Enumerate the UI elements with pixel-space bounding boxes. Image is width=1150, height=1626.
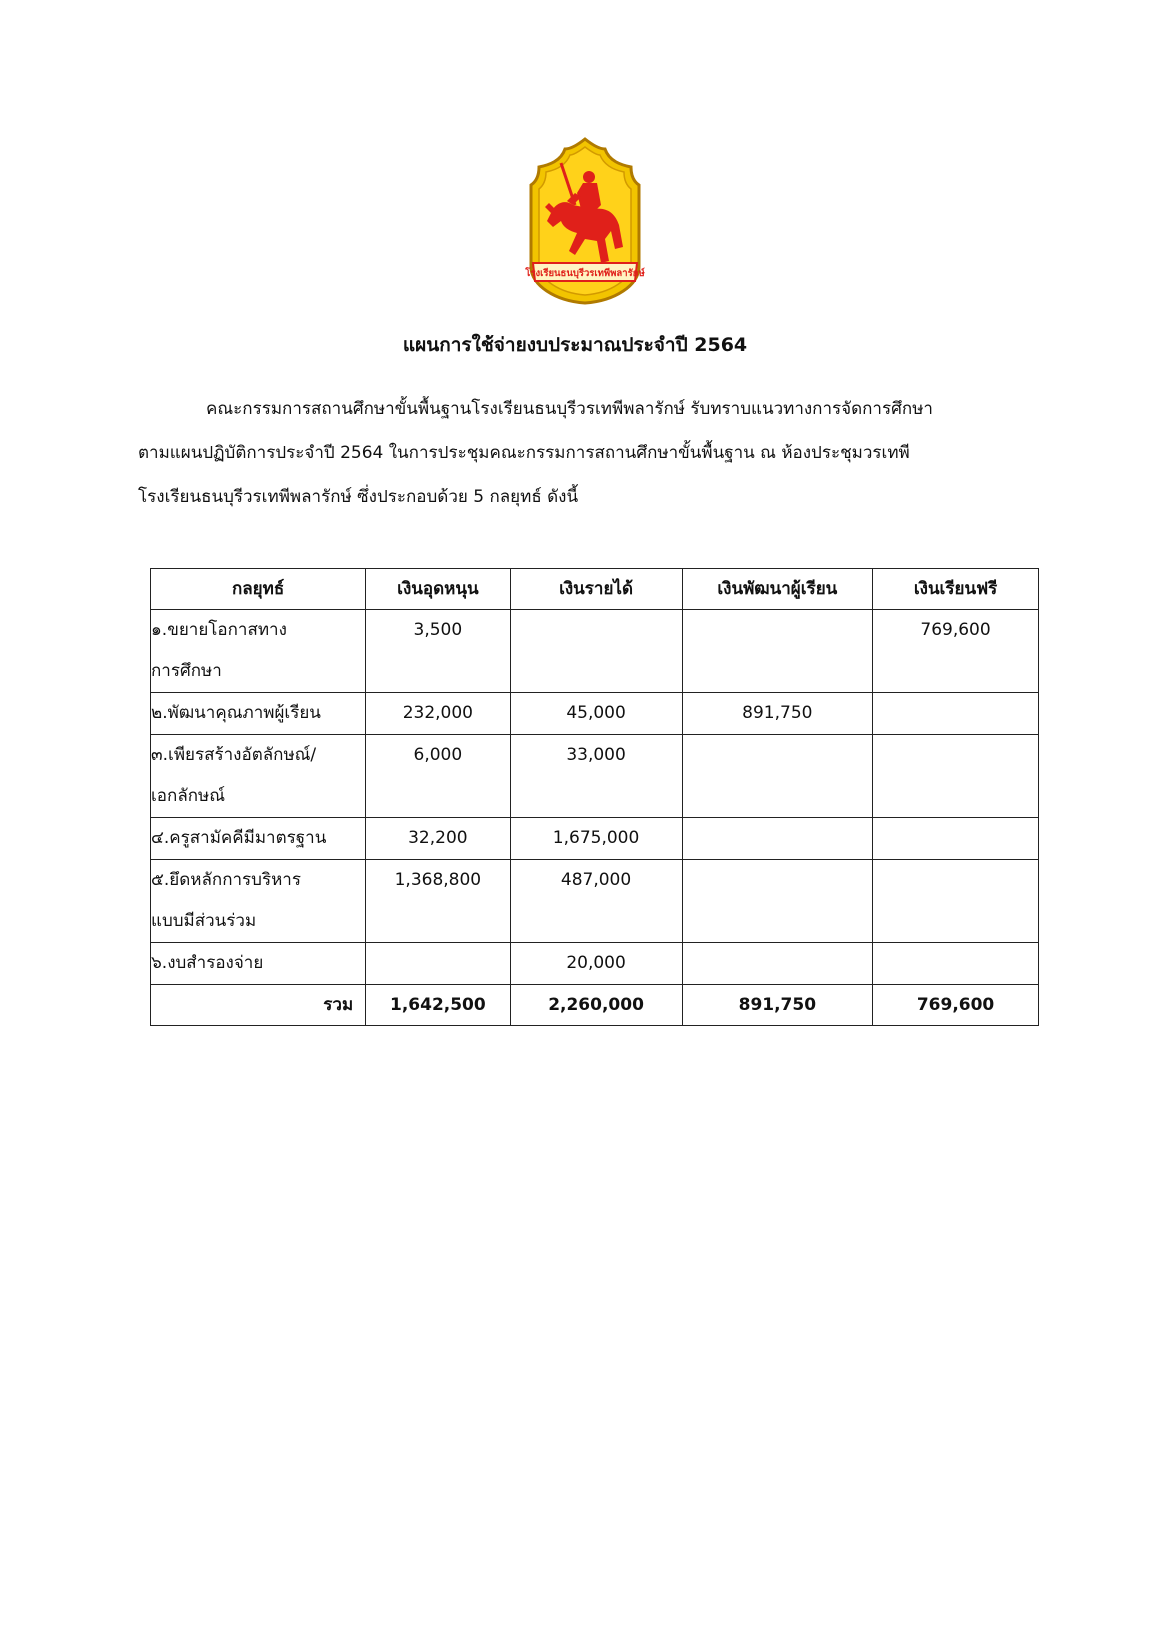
total-label: รวม [151, 985, 366, 1026]
strategy-cell [151, 860, 366, 943]
header-free-education: เงินเรียนฟรี [873, 569, 1039, 610]
strategy-line: ๓.เพียรสร้างอัตลักษณ์/ [151, 745, 317, 765]
strategy-cell [151, 735, 366, 818]
income-cell: 487,000 [510, 860, 682, 943]
development-cell [682, 818, 873, 860]
development-cell [682, 943, 873, 985]
strategy-cell [151, 610, 366, 693]
strategy-cell [151, 693, 366, 735]
header-strategy: กลยุทธ์ [151, 569, 366, 610]
income-cell [510, 610, 682, 693]
free-education-cell [873, 735, 1039, 818]
development-cell [682, 610, 873, 693]
emblem-banner-text: โรงเรียนธนบุรีวรเทพีพลารักษ์ [525, 268, 645, 279]
table-row [151, 943, 1039, 985]
table-row [151, 860, 1039, 943]
strategy-line: เอกลักษณ์ [151, 786, 226, 806]
intro-paragraph [138, 387, 1042, 519]
free-education-cell [873, 818, 1039, 860]
income-cell: 20,000 [510, 943, 682, 985]
table-row [151, 693, 1039, 735]
strategy-line: แบบมีส่วนร่วม [151, 911, 257, 931]
document-title: แผนการใช้จ่ายงบประมาณประจำปี 2564 [402, 334, 748, 356]
table-row [151, 818, 1039, 860]
subsidy-cell: 32,200 [366, 818, 510, 860]
strategy-cell [151, 818, 366, 860]
budget-table [150, 568, 1039, 1026]
total-development: 891,750 [682, 985, 873, 1026]
development-cell [682, 860, 873, 943]
header-subsidy: เงินอุดหนุน [366, 569, 510, 610]
subsidy-cell [366, 943, 510, 985]
subsidy-cell: 1,368,800 [366, 860, 510, 943]
development-cell [682, 735, 873, 818]
school-emblem-logo [515, 135, 655, 307]
total-free-education: 769,600 [873, 985, 1039, 1026]
income-cell: 33,000 [510, 735, 682, 818]
free-education-cell: 769,600 [873, 610, 1039, 693]
table-row [151, 735, 1039, 818]
free-education-cell [873, 860, 1039, 943]
subsidy-cell: 6,000 [366, 735, 510, 818]
intro-line-3: โรงเรียนธนบุรีวรเทพีพลารักษ์ ซึ่งประกอบด้วย 5 กลยุทธ์ ดังนี้ [138, 487, 579, 507]
free-education-cell [873, 943, 1039, 985]
strategy-cell [151, 943, 366, 985]
strategy-line: ๑.ขยายโอกาสทาง [151, 620, 287, 640]
total-row [151, 985, 1039, 1026]
table-header-row [151, 569, 1039, 610]
strategy-line: ๒.พัฒนาคุณภาพผู้เรียน [151, 703, 321, 723]
strategy-line: ๕.ยึดหลักการบริหาร [151, 870, 301, 890]
subsidy-cell: 3,500 [366, 610, 510, 693]
total-subsidy: 1,642,500 [366, 985, 510, 1026]
development-cell: 891,750 [682, 693, 873, 735]
strategy-line: ๖.งบสำรองจ่าย [151, 953, 264, 973]
strategy-line: การศึกษา [151, 661, 222, 681]
header-income: เงินรายได้ [510, 569, 682, 610]
income-cell: 45,000 [510, 693, 682, 735]
income-cell: 1,675,000 [510, 818, 682, 860]
table-row [151, 610, 1039, 693]
header-development: เงินพัฒนาผู้เรียน [682, 569, 873, 610]
total-income: 2,260,000 [510, 985, 682, 1026]
strategy-line: ๔.ครูสามัคคีมีมาตรฐาน [151, 828, 327, 848]
intro-line-2: ตามแผนปฏิบัติการประจำปี 2564 ในการประชุมคณะกรรมการสถานศึกษาขั้นพื้นฐาน ณ ห้องประชุมวรเทพี [138, 443, 910, 463]
free-education-cell [873, 693, 1039, 735]
subsidy-cell: 232,000 [366, 693, 510, 735]
intro-line-1: คณะกรรมการสถานศึกษาขั้นพื้นฐานโรงเรียนธนบุรีวรเทพีพลารักษ์ รับทราบแนวทางการจัดการศึกษา [206, 399, 933, 419]
